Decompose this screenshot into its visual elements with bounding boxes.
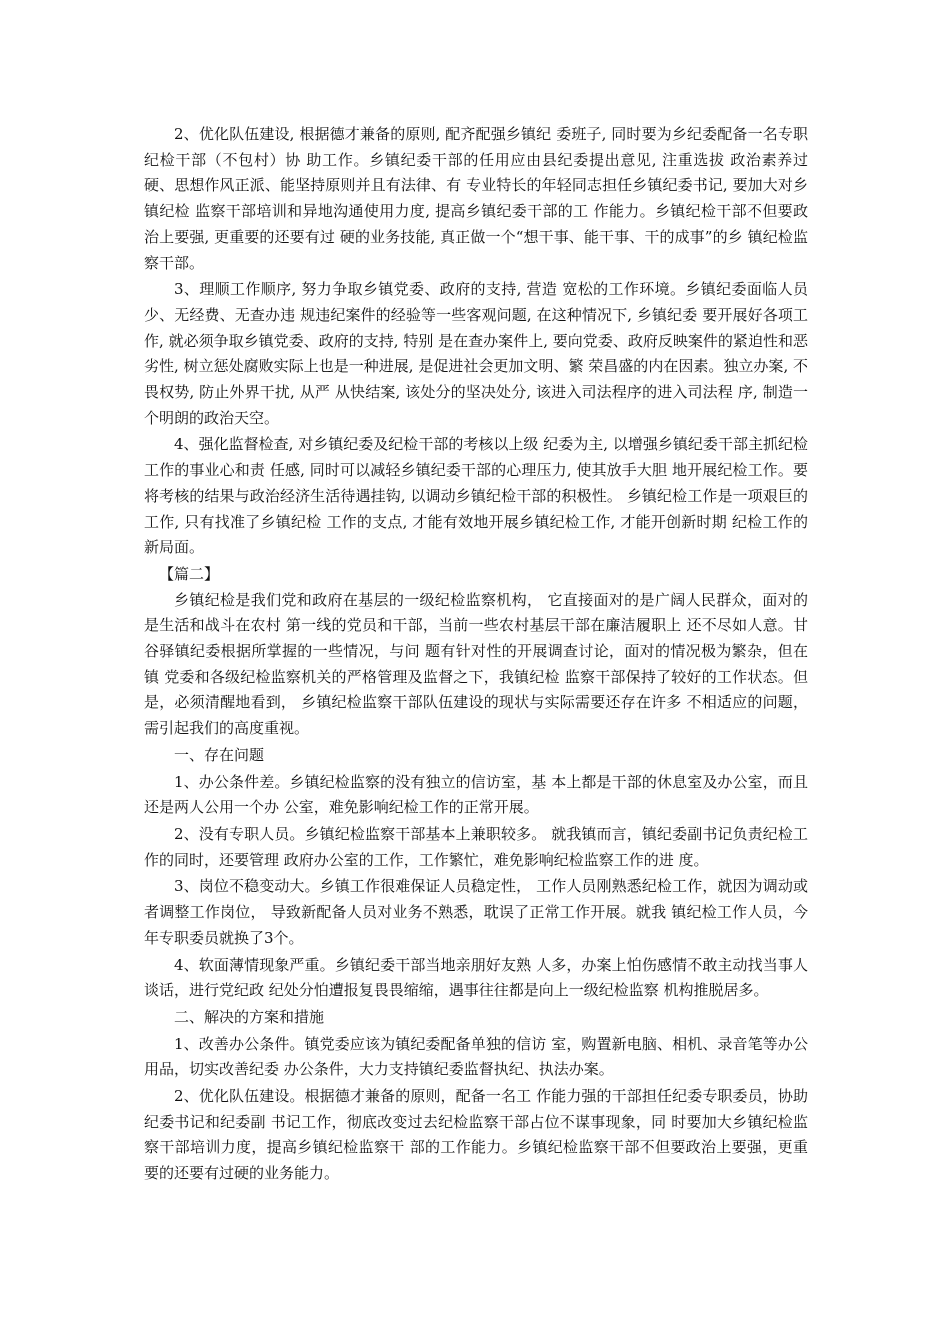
problem-item: 2、没有专职人员。乡镇纪检监察干部基本上兼职较多。 就我镇而言，镇纪委副书记负责纪检工作的同时，还要管理 政府办公室的工作，工作繁忙，难免影响纪检监察工作的进 度。 [144,824,808,869]
section-2-intro: 乡镇纪检是我们党和政府在基层的一级纪检监察机构， 它直接面对的是广阔人民群众，面对的是生活和战斗在农村 第一线的党员和干部，当前一些农村基层干部在廉洁履职上 还不尽如人意。甘谷驿镇纪委根据所掌握的一些情况，与问 题有针对性的开展调查讨论，面对的情况极为繁杂，但在镇 党委和各级纪检监察机关的严格管理及监督之下，我镇纪检 监察干部保持了较好的工作状态。但是，必须清醒地看到， 乡镇纪检监察干部队伍建设的现状与实际需要还存在许多 不相适应的问题，需引起我们的高度重视。 [144,590,808,738]
problem-item: 4、软面薄情现象严重。乡镇纪委干部当地亲朋好友熟 人多，办案上怕伤感情不敢主动找当事人谈话，进行党纪政 纪处分怕遭报复畏畏缩缩，遇事往往都是向上一级纪检监察 机构推脱居多。 [144,955,808,1000]
paragraph-1: 2、优化队伍建设, 根据德才兼备的原则, 配齐配强乡镇纪 委班子, 同时要为乡纪委配备一名专职纪检干部（不包村）协 助工作。乡镇纪委干部的任用应由县纪委提出意见, 注重选拔 政治素养过硬、思想作风正派、能坚持原则并且有法律、有 专业特长的年轻同志担任乡镇纪委书记, 要加大对乡镇纪检 监察干部培训和异地沟通使用力度, 提高乡镇纪委干部的工 作能力。乡镇纪检干部不但要政治上要强, 更重要的还要有过 硬的业务技能, 真正做一个“想干事、能干事、干的成事”的乡 镇纪检监察干部。 [144,125,808,272]
solutions-heading: 二、解决的方案和措施 [174,1007,325,1026]
problem-item: 1、办公条件差。乡镇纪检监察的没有独立的信访室，基 本上都是干部的休息室及办公室，而且还是两人公用一个办 公室，难免影响纪检工作的正常开展。 [144,772,808,817]
solution-item: 1、改善办公条件。镇党委应该为镇纪委配备单独的信访 室，购置新电脑、相机、录音笔等办公用品，切实改善纪委 办公条件，大力支持镇纪委监督执纪、执法办案。 [144,1034,808,1079]
problems-heading: 一、存在问题 [174,745,265,764]
problem-item: 3、岗位不稳变动大。乡镇工作很难保证人员稳定性， 工作人员刚熟悉纪检工作，就因为调动或者调整工作岗位， 导致新配备人员对业务不熟悉，耽误了正常工作开展。就我 镇纪检工作人员，今年专职委员就换了3个。 [144,877,808,947]
section-2-title: 【篇二】 [159,564,220,583]
document-body [144,122,808,1188]
solution-item: 2、优化队伍建设。根据德才兼备的原则，配备一名工 作能力强的干部担任纪委专职委员，协助纪委书记和纪委副 书记工作，彻底改变过去纪检监察干部占位不谋事现象，同 时要加大乡镇纪检监察干部培训力度，提高乡镇纪检监察干 部的工作能力。乡镇纪检监察干部不但要政治上要强，更重 要的还要有过硬的业务能力。 [144,1087,808,1183]
paragraph-2: 3、理顺工作顺序, 努力争取乡镇党委、政府的支持, 营造 宽松的工作环境。乡镇纪委面临人员少、无经费、无查办违 规违纪案件的经验等一些客观问题, 在这种情况下, 乡镇纪委 要开展好各项工作, 就必须争取乡镇党委、政府的支持, 特别 是在查办案件上, 要向党委、政府反映案件的紧迫性和恶劣性, 树立惩处腐败实际上也是一种进展, 是促进社会更加文明、繁 荣昌盛的内在因素。独立办案, 不畏权势, 防止外界干扰, 从严 从快结案, 该处分的坚决处分, 该进入司法程序的进入司法程 序, 制造一个明朗的政治天空。 [144,280,808,427]
paragraph-3: 4、强化监督检查, 对乡镇纪委及纪检干部的考核以上级 纪委为主, 以增强乡镇纪委干部主抓纪检工作的事业心和责 任感, 同时可以减轻乡镇纪委干部的心理压力, 使其放手大胆 地开展纪检工作。要将考核的结果与政治经济生活待遇挂钩, 以调动乡镇纪检干部的积极性。 乡镇纪检工作是一项艰巨的工作, 只有找准了乡镇纪检 工作的支点, 才能有效地开展乡镇纪检工作, 才能开创新时期 纪检工作的新局面。 [144,435,808,557]
